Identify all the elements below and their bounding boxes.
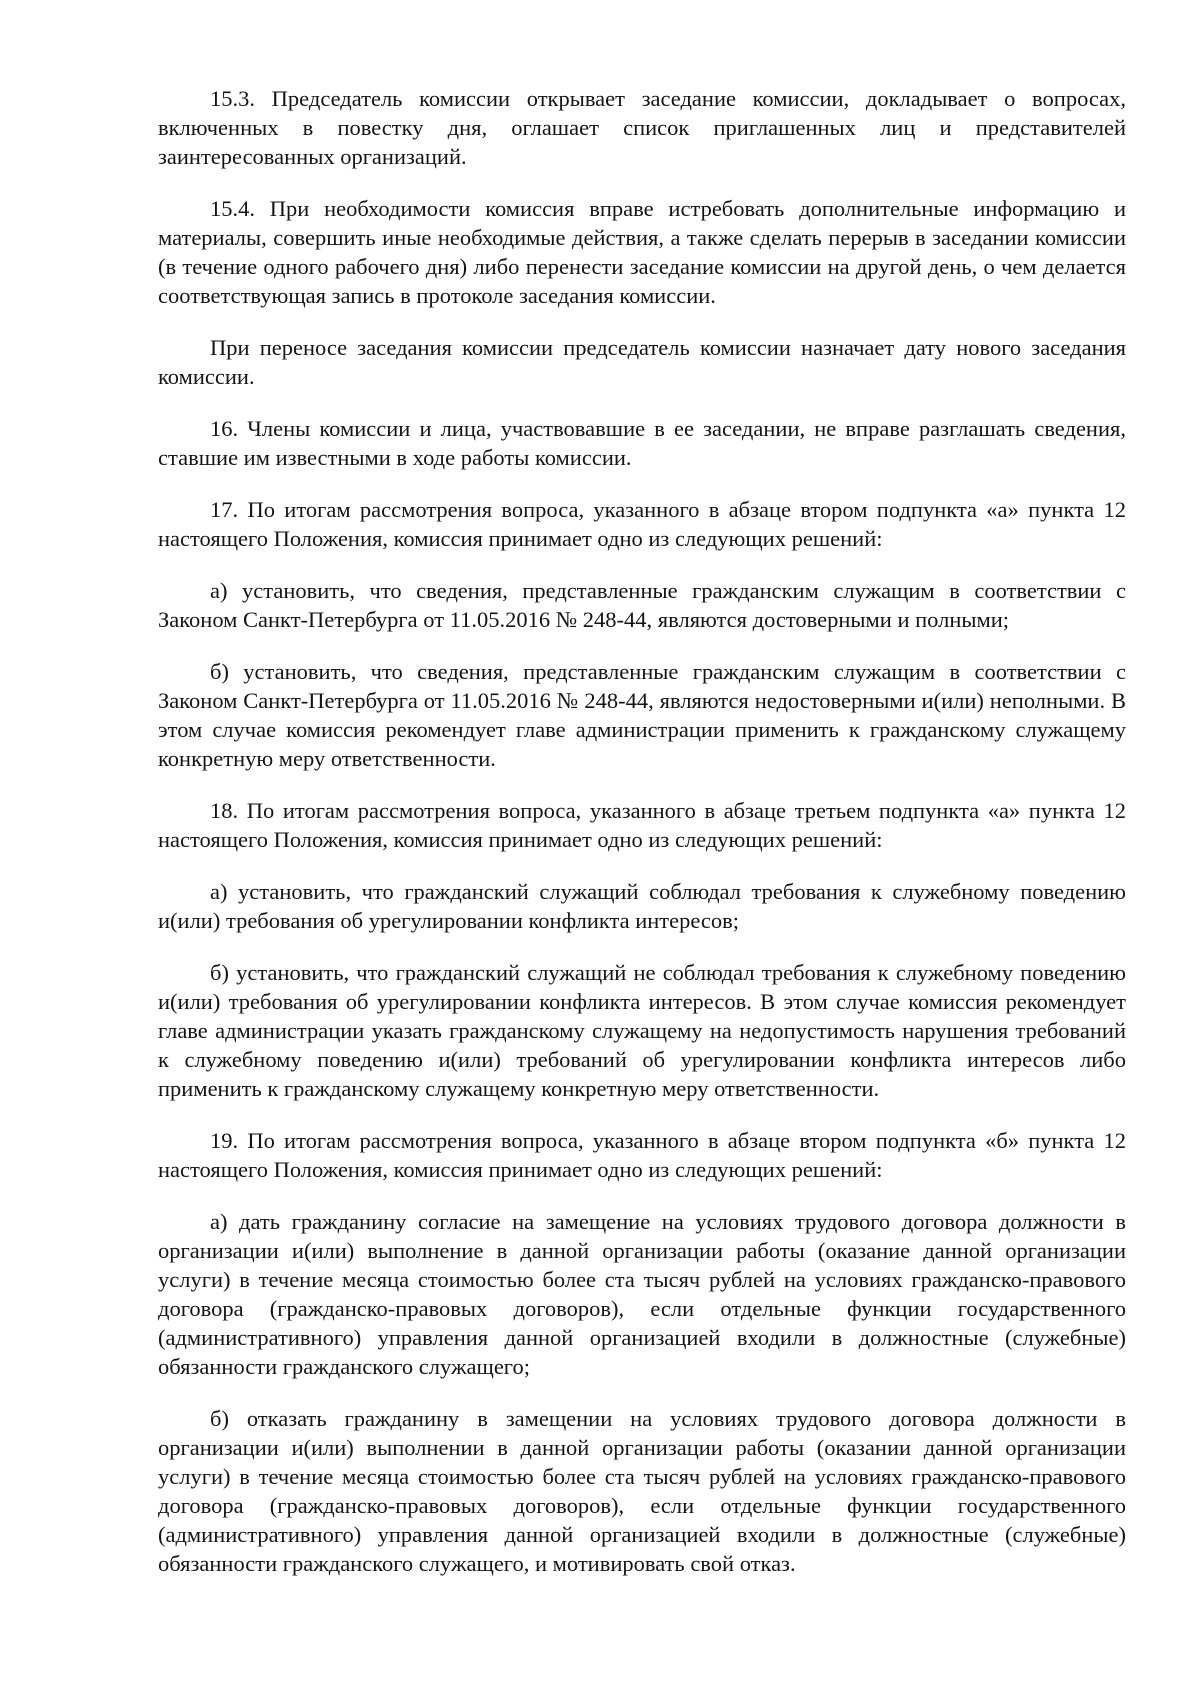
paragraph-15-4-continuation: При переносе заседания комиссии председатель комиссии назначает дату нового заседания комиссии. [158, 335, 1126, 389]
paragraph-15-4: 15.4. При необходимости комиссия вправе истребовать дополнительные информацию и материалы, совершить иные необходимые действия, а также сделать перерыв в заседании комиссии (в течение одного рабочего дня) либо перенести заседание комиссии на другой день, о чем делается соответствующая запись в протоколе заседания комиссии. [158, 196, 1126, 308]
paragraph-19-a: а) дать гражданину согласие на замещение на условиях трудового договора должности в организации и(или) выполнение в данной организации работы (оказание данной организации услуги) в течение месяца стоимостью более ста тысяч рублей на условиях гражданско-правового договора (гражданско-правовых договоров), если отдельные функции государственного (административного) управления данной организацией входили в должностные (служебные) обязанности гражданского служащего; [158, 1209, 1126, 1379]
paragraph-18: 18. По итогам рассмотрения вопроса, указанного в абзаце третьем подпункта «а» пункта 12 настоящего Положения, комиссия принимает одно из следующих решений: [158, 798, 1126, 852]
paragraph-18-a: а) установить, что гражданский служащий соблюдал требования к служебному поведению и(или) требования об урегулировании конфликта интересов; [158, 879, 1126, 933]
paragraph-18-b: б) установить, что гражданский служащий не соблюдал требования к служебному поведению и(или) требования об урегулировании конфликта интересов. В этом случае комиссия рекомендует главе администрации указать гражданскому служащему на недопустимость нарушения требований к служебному поведению и(или) требований об урегулировании конфликта интересов либо применить к гражданскому служащему конкретную меру ответственности. [158, 960, 1126, 1101]
document-body [158, 84, 1126, 1578]
paragraph-17-a: а) установить, что сведения, представленные гражданским служащим в соответствии с Законом Санкт-Петербурга от 11.05.2016 № 248-44, являются достоверными и полными; [158, 578, 1126, 632]
paragraph-19-b: б) отказать гражданину в замещении на условиях трудового договора должности в организации и(или) выполнении в данной организации работы (оказании данной организации услуги) в течение месяца стоимостью более ста тысяч рублей на условиях гражданско-правового договора (гражданско-правовых договоров), если отдельные функции государственного (административного) управления данной организацией входили в должностные (служебные) обязанности гражданского служащего, и мотивировать свой отказ. [158, 1406, 1126, 1576]
paragraph-16: 16. Члены комиссии и лица, участвовавшие в ее заседании, не вправе разглашать сведения, ставшие им известными в ходе работы комиссии. [158, 416, 1126, 470]
paragraph-17-b: б) установить, что сведения, представленные гражданским служащим в соответствии с Законом Санкт-Петербурга от 11.05.2016 № 248-44, являются недостоверными и(или) неполными. В этом случае комиссия рекомендует главе администрации применить к гражданскому служащему конкретную меру ответственности. [158, 659, 1126, 771]
paragraph-19: 19. По итогам рассмотрения вопроса, указанного в абзаце втором подпункта «б» пункта 12 настоящего Положения, комиссия принимает одно из следующих решений: [158, 1128, 1126, 1182]
paragraph-17: 17. По итогам рассмотрения вопроса, указанного в абзаце втором подпункта «а» пункта 12 настоящего Положения, комиссия принимает одно из следующих решений: [158, 497, 1126, 551]
paragraph-15-3: 15.3. Председатель комиссии открывает заседание комиссии, докладывает о вопросах, включенных в повестку дня, оглашает список приглашенных лиц и представителей заинтересованных организаций. [158, 86, 1126, 169]
